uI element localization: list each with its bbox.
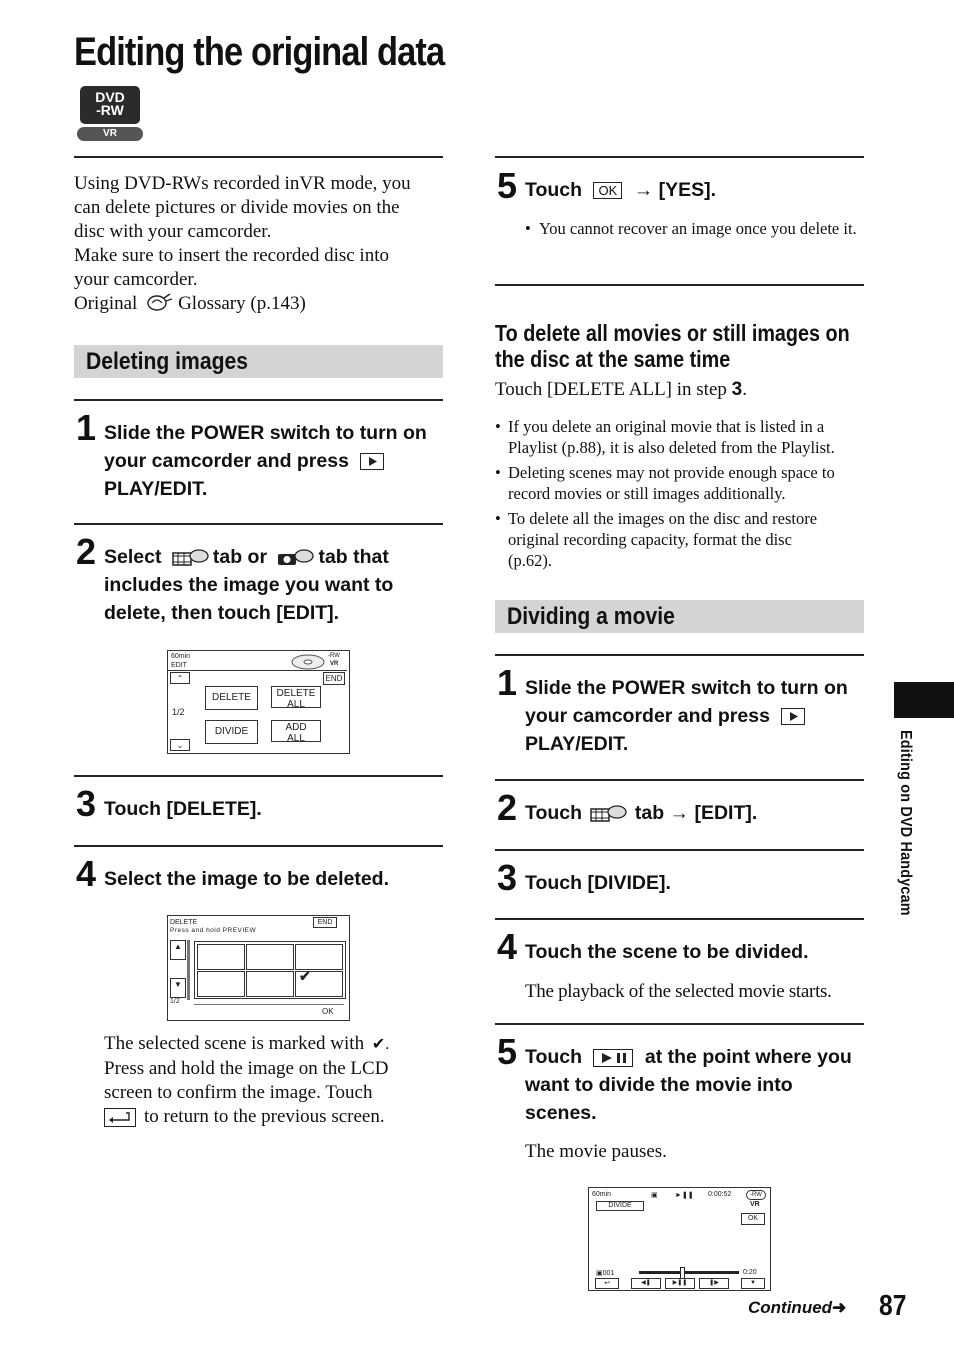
prev-button[interactable]: ◀❚ — [631, 1278, 661, 1289]
play-pause-icon — [593, 1049, 633, 1067]
step-number: 5 — [497, 165, 518, 206]
ok-button[interactable]: OK — [322, 1007, 334, 1016]
sidebar-tab — [894, 682, 954, 718]
bullet: • If you delete an original movie that is listed in a Playlist (p.88), it is also deleted from the Playlist. — [495, 417, 835, 457]
step-number: 1 — [76, 407, 97, 448]
ok-button-icon: OK — [593, 182, 622, 199]
mode-icon: ▣ — [651, 1192, 658, 1199]
return-button[interactable]: ↩ — [595, 1278, 619, 1289]
next-button[interactable]: ❚▶ — [699, 1278, 729, 1289]
intro-text: Using DVD-RWs recorded inVR mode, you can delete pictures or divide movies on the disc with your camcorder. Make sure to insert the recorded disc into your camcorder. Original Glossary (p.143) — [74, 173, 411, 314]
divider — [495, 284, 864, 286]
delete-all-instruction: Touch [DELETE ALL] in step 3. — [495, 379, 747, 400]
step-number: 4 — [497, 926, 518, 967]
step-number: 2 — [497, 787, 518, 828]
scroll-down-button[interactable]: ⌄ — [170, 739, 190, 751]
divider — [74, 156, 443, 158]
continued-label: Continued➜ — [748, 1298, 847, 1317]
scroll-up-button[interactable]: ▲ — [170, 940, 186, 960]
divide-button[interactable]: DIVIDE — [205, 720, 258, 744]
thumbnail-grid[interactable] — [194, 941, 346, 999]
end-button[interactable]: END — [313, 917, 337, 928]
movie-tab-icon — [171, 547, 209, 567]
step-3-text: Touch [DELETE]. — [104, 798, 262, 820]
step-number: 4 — [76, 853, 97, 894]
divider — [495, 918, 864, 920]
thumbnail[interactable] — [246, 971, 294, 997]
play-icon — [360, 453, 384, 470]
divider — [495, 1023, 864, 1025]
glossary-icon — [146, 292, 174, 312]
thumbnail[interactable] — [197, 971, 245, 997]
divider — [495, 779, 864, 781]
divide-label: DIVIDE — [596, 1201, 644, 1211]
check-mark-icon: ✔ — [299, 968, 311, 984]
divider — [495, 156, 864, 158]
scroll-down-button[interactable]: ▼ — [170, 978, 186, 998]
thumbnail[interactable] — [295, 944, 343, 970]
lcd-delete-screen: DELETE Press and hold PREVIEW END ▲ ▼ 1/2 ✔ OK — [167, 915, 350, 1021]
bullet: • You cannot recover an image once you delete it. — [525, 219, 857, 238]
delete-button[interactable]: DELETE — [205, 686, 258, 710]
step-2-text: Select tab or tab that includes the image you want to delete, then touch [EDIT]. — [104, 546, 394, 624]
add-all-button[interactable]: ADD ALL — [271, 720, 321, 742]
play-pause-button[interactable]: ▶❚❚ — [665, 1278, 695, 1289]
end-button[interactable]: END — [323, 672, 345, 685]
divider — [495, 849, 864, 851]
step-4-text: Select the image to be deleted. — [104, 868, 389, 890]
step-number: 2 — [76, 531, 97, 572]
thumbnail[interactable] — [197, 944, 245, 970]
divider — [495, 654, 864, 656]
return-icon — [104, 1108, 136, 1127]
divider — [74, 523, 443, 525]
progress-bar[interactable] — [639, 1271, 739, 1274]
dvd-rw-vr-badge: DVD -RW VR — [80, 86, 142, 142]
step-4-text: Touch the scene to be divided. — [525, 941, 809, 963]
play-icon — [781, 708, 805, 725]
page-number: 87 — [879, 1290, 907, 1322]
divider — [74, 845, 443, 847]
thumbnail[interactable] — [246, 944, 294, 970]
step-1-text: Slide the POWER switch to turn on your camcorder and press PLAY/EDIT. — [104, 422, 427, 500]
step-4-note: The playback of the selected movie starts. — [525, 981, 832, 1002]
scroll-up-button[interactable]: ⌃ — [170, 672, 190, 684]
page-title: Editing the original data — [74, 30, 445, 74]
delete-all-button[interactable]: DELETE ALL — [271, 686, 321, 708]
step-1-text: Slide the POWER switch to turn on your camcorder and press PLAY/EDIT. — [525, 677, 848, 755]
check-mark-icon: ✔. — [371, 1036, 390, 1053]
arrow-right-icon: ➜ — [832, 1298, 847, 1317]
sidebar-label: Editing on DVD Handycam — [897, 730, 914, 916]
section-heading-dividing: Dividing a movie — [495, 600, 864, 633]
step-2-text: Touch tab → [EDIT]. — [525, 802, 758, 824]
photo-tab-icon — [276, 547, 314, 567]
divider — [74, 775, 443, 777]
divider — [74, 399, 443, 401]
subsection-heading: To delete all movies or still images on the disc at the same time — [495, 320, 850, 372]
bullet: • To delete all the images on the disc and restore original recording capacity, format the disc (p.62). — [495, 509, 818, 570]
movie-tab-icon — [589, 803, 627, 823]
section-heading-deleting: Deleting images — [74, 345, 443, 378]
lcd-divide-screen: 60min ▣ ►❚❚ 0:00:52 -RW VR DIVIDE OK ▣001 0:20 ↩ ◀❚ ▶❚❚ ❚▶ ▼ — [588, 1187, 771, 1291]
play-pause-status-icon: ►❚❚ — [675, 1192, 694, 1199]
lcd-edit-menu-screen: 60min EDIT -RW VR END ⌃ ⌄ 1/2 DELETE DELETE ALL DIVIDE ADD ALL — [167, 650, 350, 754]
arrow-right-icon: → — [633, 179, 654, 201]
step-number: 3 — [497, 857, 518, 898]
step-number: 5 — [497, 1031, 518, 1072]
step-5-text: Touch OK → [YES]. — [525, 179, 717, 201]
ok-button[interactable]: OK — [741, 1213, 765, 1225]
file-number: ▣001 — [596, 1270, 615, 1277]
delete-note: The selected scene is marked with ✔. Press and hold the image on the LCD screen to confirm the image. Touch to return to the previous screen. — [104, 1033, 390, 1127]
step-5-text: Touch at the point where you want to divide the movie into scenes. — [525, 1046, 852, 1124]
page-button[interactable]: ▼ — [741, 1278, 765, 1289]
step-5-note: The movie pauses. — [525, 1141, 667, 1162]
step-3-text: Touch [DIVIDE]. — [525, 872, 671, 894]
step-number: 1 — [497, 662, 518, 703]
bullet: • Deleting scenes may not provide enough space to record movies or still images additionally. — [495, 463, 835, 503]
step-number: 3 — [76, 783, 97, 824]
